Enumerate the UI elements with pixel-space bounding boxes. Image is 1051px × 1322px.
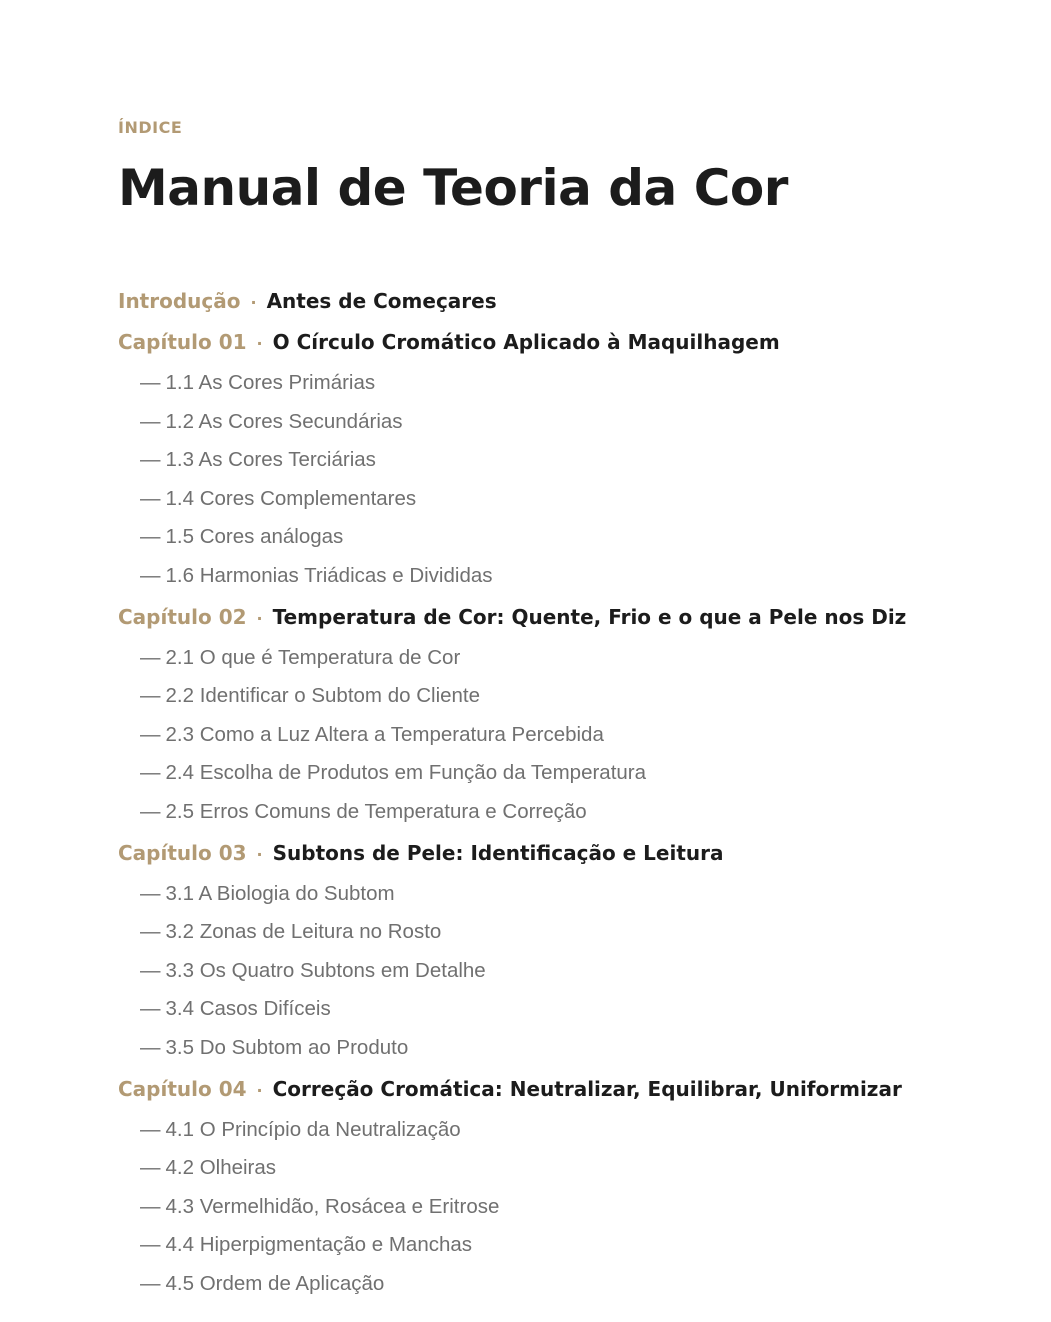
- toc-chapter-01[interactable]: [118, 328, 1018, 356]
- section-title: 2.5 Erros Comuns de Temperatura e Correção: [165, 799, 587, 823]
- section-dash: —: [140, 1156, 161, 1179]
- chapter-label: Capítulo 04: [118, 1076, 247, 1101]
- toc-section-3-4[interactable]: [118, 995, 1018, 1023]
- toc-section-1-3[interactable]: [118, 446, 1018, 474]
- separator-dot: ·: [250, 293, 257, 312]
- toc-section-1-2[interactable]: [118, 408, 1018, 436]
- section-title: 1.4 Cores Complementares: [165, 486, 417, 510]
- toc-section-2-3[interactable]: [118, 721, 1018, 749]
- section-title: 2.4 Escolha de Produtos em Função da Temperatura: [165, 761, 647, 784]
- separator-dot: ·: [256, 608, 263, 628]
- section-title: 2.3 Como a Luz Altera a Temperatura Percebida: [165, 722, 604, 746]
- section-dash: —: [140, 1271, 161, 1295]
- intro-label: Introdução: [118, 289, 241, 313]
- section-title: 3.5 Do Subtom ao Produto: [165, 1035, 409, 1059]
- section-title: 3.4 Casos Difíceis: [165, 997, 331, 1020]
- section-title: 4.2 Olheiras: [165, 1156, 277, 1179]
- toc-section-3-3[interactable]: [118, 957, 1018, 985]
- section-dash: —: [140, 997, 161, 1020]
- section-title: 4.5 Ordem de Aplicação: [165, 1271, 385, 1295]
- toc-section-1-1[interactable]: [118, 369, 1018, 397]
- toc-section-4-2[interactable]: [118, 1154, 1018, 1182]
- toc-chapter-04[interactable]: [118, 1075, 1018, 1103]
- section-title: 1.1 As Cores Primárias: [165, 371, 376, 394]
- section-dash: —: [140, 371, 161, 394]
- chapter-title: Correção Cromática: Neutralizar, Equilibrar, Uniformizar: [272, 1076, 902, 1101]
- section-title: 1.3 As Cores Terciárias: [165, 448, 376, 471]
- section-title: 3.3 Os Quatro Subtons em Detalhe: [165, 958, 486, 982]
- separator-dot: ·: [256, 1080, 263, 1100]
- section-dash: —: [140, 1035, 161, 1059]
- toc-section-3-5[interactable]: [118, 1034, 1018, 1062]
- chapter-title: O Círculo Cromático Aplicado à Maquilhagem: [272, 330, 780, 354]
- toc-section-1-5[interactable]: [118, 523, 1018, 551]
- toc-chapter-02[interactable]: [118, 603, 1018, 631]
- section-dash: —: [140, 1233, 161, 1256]
- table-of-contents: [118, 287, 1018, 1308]
- section-dash: —: [140, 448, 161, 471]
- section-dash: —: [140, 645, 161, 669]
- section-dash: —: [140, 563, 161, 587]
- toc-section-2-4[interactable]: [118, 759, 1018, 787]
- section-dash: —: [140, 881, 161, 905]
- toc-section-4-1[interactable]: [118, 1116, 1018, 1144]
- separator-dot: ·: [256, 844, 263, 864]
- index-eyebrow: ÍNDICE: [118, 118, 183, 137]
- section-dash: —: [140, 958, 161, 982]
- section-dash: —: [140, 486, 161, 510]
- toc-section-2-2[interactable]: [118, 682, 1018, 710]
- section-dash: —: [140, 1117, 161, 1141]
- toc-section-4-3[interactable]: [118, 1193, 1018, 1221]
- section-title: 1.6 Harmonias Triádicas e Divididas: [165, 563, 493, 587]
- section-title: 3.2 Zonas de Leitura no Rosto: [165, 920, 442, 943]
- section-title: 1.5 Cores análogas: [165, 525, 344, 548]
- chapter-title: Temperatura de Cor: Quente, Frio e o que a Pele nos Diz: [272, 604, 907, 629]
- toc-section-3-1[interactable]: [118, 880, 1018, 908]
- section-title: 4.1 O Princípio da Neutralização: [165, 1117, 461, 1141]
- toc-section-4-5[interactable]: [118, 1270, 1018, 1298]
- section-dash: —: [140, 684, 161, 707]
- chapter-label: Capítulo 02: [118, 604, 247, 629]
- toc-section-3-2[interactable]: [118, 918, 1018, 946]
- section-dash: —: [140, 761, 161, 784]
- toc-section-4-4[interactable]: [118, 1231, 1018, 1259]
- chapter-label: Capítulo 01: [118, 330, 247, 354]
- section-title: 2.2 Identificar o Subtom do Cliente: [165, 684, 481, 707]
- section-dash: —: [140, 920, 161, 943]
- section-title: 3.1 A Biologia do Subtom: [165, 881, 395, 905]
- section-dash: —: [140, 1194, 161, 1218]
- toc-section-2-1[interactable]: [118, 644, 1018, 672]
- toc-section-2-5[interactable]: [118, 798, 1018, 826]
- section-title: 4.3 Vermelhidão, Rosácea e Eritrose: [165, 1194, 500, 1218]
- chapter-title: Subtons de Pele: Identificação e Leitura: [272, 840, 724, 865]
- section-dash: —: [140, 525, 161, 548]
- toc-intro-entry[interactable]: [118, 287, 1018, 315]
- separator-dot: ·: [256, 334, 263, 353]
- section-dash: —: [140, 409, 161, 433]
- toc-chapter-03[interactable]: [118, 839, 1018, 867]
- section-title: 4.4 Hiperpigmentação e Manchas: [165, 1233, 473, 1256]
- page-title: Manual de Teoria da Cor: [118, 159, 788, 217]
- toc-section-1-4[interactable]: [118, 485, 1018, 513]
- chapter-label: Capítulo 03: [118, 840, 247, 865]
- section-dash: —: [140, 799, 161, 823]
- intro-title: Antes de Começares: [266, 289, 497, 313]
- section-dash: —: [140, 722, 161, 746]
- section-title: 1.2 As Cores Secundárias: [165, 409, 403, 433]
- toc-section-1-6[interactable]: [118, 562, 1018, 590]
- section-title: 2.1 O que é Temperatura de Cor: [165, 645, 461, 669]
